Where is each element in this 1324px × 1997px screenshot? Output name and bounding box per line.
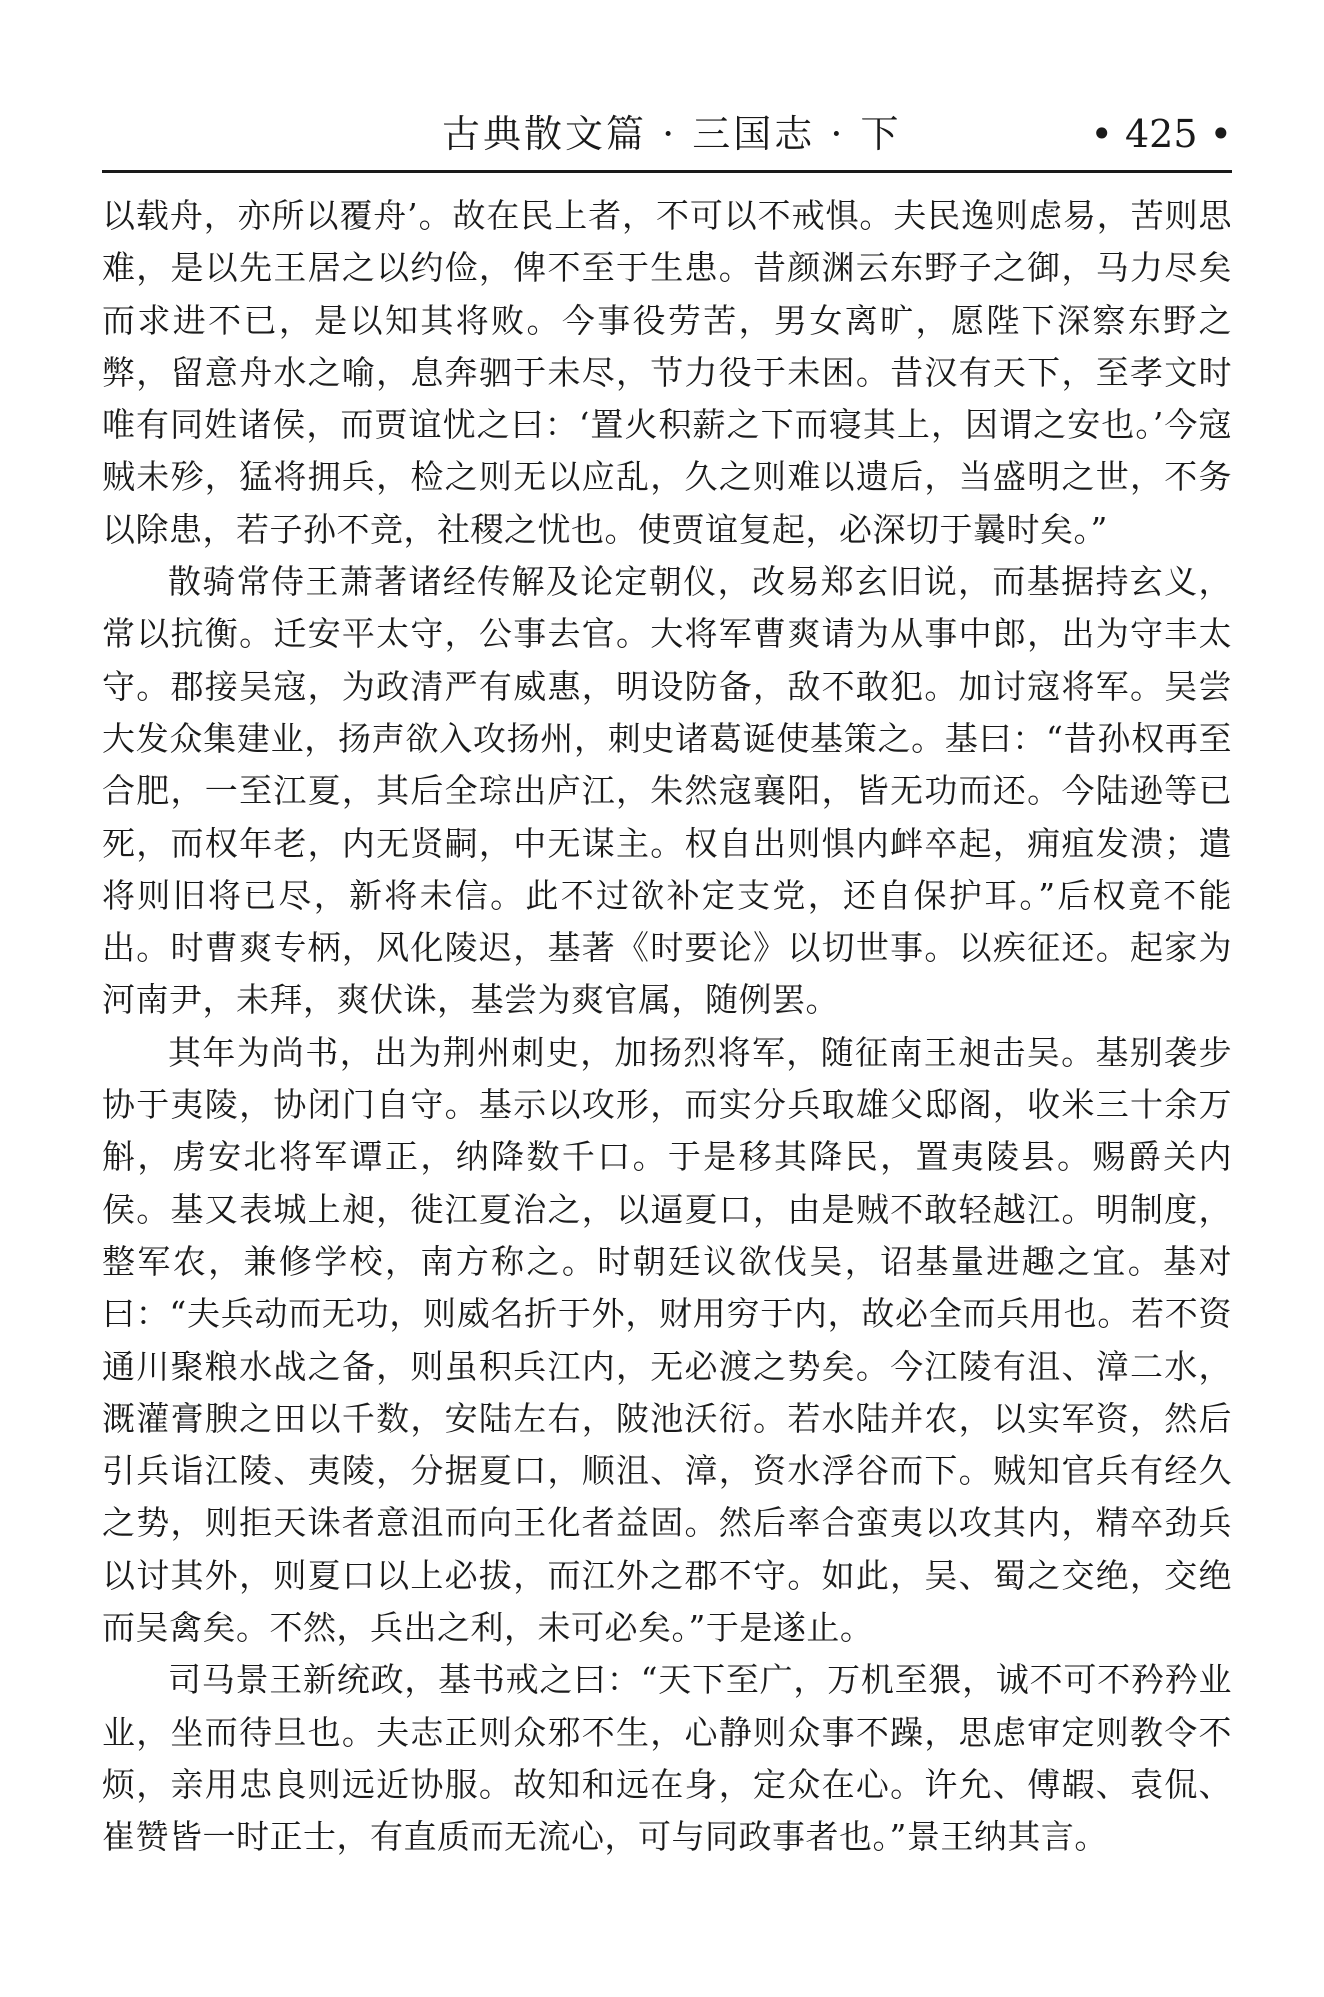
paragraph-1: 以载舟，亦所以覆舟’。故在民上者，不可以不戒惧。夫民逸则虑易，苦则思难，是以先王居之以约俭，俾不至于生患。昔颜渊云东野子之御，马力尽矣而求进不已，是以知其将败。今事役劳苦，男女离旷，愿陛下深察东野之弊，留意舟水之喻，息奔驷于未尽，节力役于未困。昔汉有天下，至孝文时唯有同姓诸侯，而贾谊忧之曰：‘置火积薪之下而寝其上，因谓之安也。’今寇贼未殄，猛将拥兵，检之则无以应乱，久之则难以遗后，当盛明之世，不务以除患，若子孙不竞，社稷之忧也。使贾谊复起，必深切于曩时矣。” <box>102 196 1232 549</box>
paragraph-4: 司马景王新统政，基书戒之曰：“天下至广，万机至猥，诚不可不矜矜业业，坐而待旦也。夫志正则众邪不生，心静则众事不躁，思虑审定则教令不烦，亲用忠良则远近协服。故知和远在身，定众在心。许允、傅嘏、袁侃、崔赞皆一时正士，有直质而无流心，可与同政事者也。”景王纳其言。 <box>102 1660 1232 1857</box>
running-header <box>102 104 1232 164</box>
paragraph-2: 散骑常侍王萧著诸经传解及论定朝仪，改易郑玄旧说，而基据持玄义，常以抗衡。迁安平太守，公事去官。大将军曹爽请为从事中郎，出为守丰太守。郡接吴寇，为政清严有威惠，明设防备，敌不敢犯。加讨寇将军。吴尝大发众集建业，扬声欲入攻扬州，刺史诸葛诞使基策之。基曰：“昔孙权再至合肥，一至江夏，其后全琮出庐江，朱然寇襄阳，皆无功而还。今陆逊等已死，而权年老，内无贤嗣，中无谋主。权自出则惧内衅卒起，痈疽发溃；遣将则旧将已尽，新将未信。此不过欲补定支党，还自保护耳。”后权竟不能出。时曹爽专柄，风化陵迟，基著《时要论》以切世事。以疾征还。起家为河南尹，未拜，爽伏诛，基尝为爽官属，随例罢。 <box>102 562 1232 1020</box>
page-number: • 425 • <box>1090 112 1232 156</box>
body-text <box>102 190 1232 1864</box>
header-rule <box>102 170 1232 173</box>
running-header-title: 古典散文篇 · 三国志 · 下 <box>442 112 902 156</box>
paragraph-3: 其年为尚书，出为荆州刺史，加扬烈将军，随征南王昶击吴。基别袭步协于夷陵，协闭门自守。基示以攻形，而实分兵取雄父邸阁，收米三十余万斛，虏安北将军谭正，纳降数千口。于是移其降民，置夷陵县。赐爵关内侯。基又表城上昶，徙江夏治之，以逼夏口，由是贼不敢轻越江。明制度，整军农，兼修学校，南方称之。时朝廷议欲伐吴，诏基量进趣之宜。基对曰：“夫兵动而无功，则威名折于外，财用穷于内，故必全而兵用也。若不资通川聚粮水战之备，则虽积兵江内，无必渡之势矣。今江陵有沮、漳二水，溉灌膏腴之田以千数，安陆左右，陂池沃衍。若水陆并农，以实军资，然后引兵诣江陵、夷陵，分据夏口，顺沮、漳，资水浮谷而下。贼知官兵有经久之势，则拒天诛者意沮而向王化者益固。然后率合蛮夷以攻其内，精卒劲兵以讨其外，则夏口以上必拔，而江外之郡不守。如此，吴、蜀之交绝，交绝而吴禽矣。不然，兵出之利，未可必矣。”于是遂止。 <box>102 1032 1232 1648</box>
